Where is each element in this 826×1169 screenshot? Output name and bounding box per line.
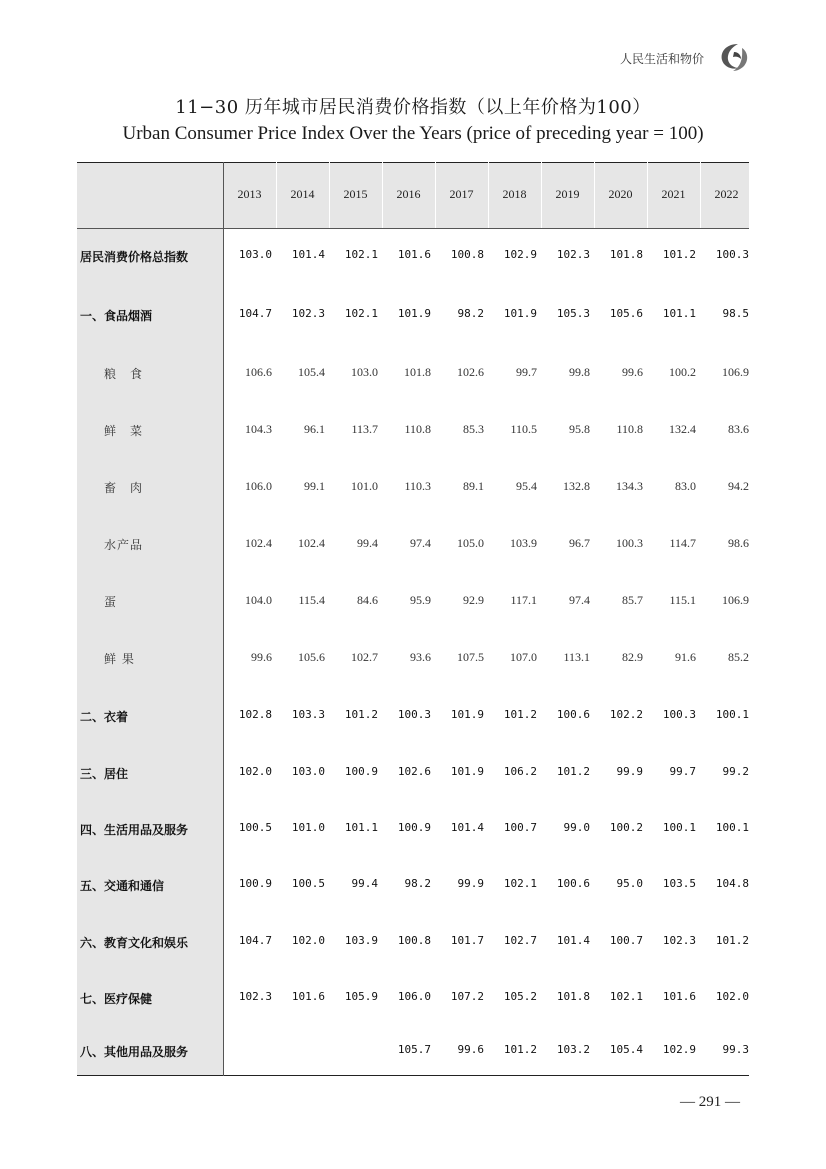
value-cell: 102.9 (662, 1043, 696, 1056)
value-cell: 103.2 (556, 1043, 590, 1056)
value-cell: 99.6 (622, 365, 643, 379)
value-cell: 98.6 (728, 536, 749, 550)
value-cell: 106.6 (245, 365, 272, 379)
value-cell: 95.0 (616, 877, 643, 890)
value-cell: 132.4 (669, 422, 696, 436)
value-cell: 102.3 (556, 248, 590, 261)
table-row (77, 536, 749, 556)
value-cell: 99.7 (516, 365, 537, 379)
value-cell: 99.4 (351, 877, 378, 890)
value-cell: 115.4 (298, 593, 325, 607)
value-cell: 102.2 (609, 708, 643, 721)
value-cell: 105.0 (457, 536, 484, 550)
value-cell: 113.1 (563, 650, 590, 664)
table-row (77, 365, 749, 385)
value-cell: 103.0 (291, 765, 325, 778)
row-label: 粮 食 (104, 367, 144, 381)
value-cell: 106.0 (397, 990, 431, 1003)
value-cell: 101.8 (556, 990, 590, 1003)
value-cell: 101.2 (503, 708, 537, 721)
value-cell: 104.3 (245, 422, 272, 436)
value-cell: 101.1 (662, 307, 696, 320)
value-cell: 102.0 (715, 990, 749, 1003)
row-label: 蛋 (104, 595, 118, 609)
table-row (77, 479, 749, 499)
row-label: 三、居住 (80, 767, 129, 781)
value-cell: 100.9 (397, 821, 431, 834)
row-label: 四、生活用品及服务 (80, 823, 189, 837)
value-cell: 101.4 (556, 934, 590, 947)
year-header: 2019 (555, 187, 580, 201)
value-cell: 97.4 (569, 593, 590, 607)
table-row (77, 765, 749, 785)
value-cell: 101.6 (397, 248, 431, 261)
value-cell: 104.8 (715, 877, 749, 890)
table-bottom-rule (77, 1075, 749, 1076)
value-cell: 96.1 (304, 422, 325, 436)
value-cell: 102.9 (503, 248, 537, 261)
row-label: 五、交通和通信 (80, 879, 165, 893)
running-header (620, 40, 760, 76)
value-cell: 102.6 (457, 365, 484, 379)
value-cell: 105.9 (344, 990, 378, 1003)
row-label: 畜 肉 (104, 481, 144, 495)
value-cell: 89.1 (463, 479, 484, 493)
value-cell: 101.9 (397, 307, 431, 320)
value-cell: 134.3 (616, 479, 643, 493)
value-cell: 101.9 (450, 765, 484, 778)
value-cell: 91.6 (675, 650, 696, 664)
value-cell: 99.8 (569, 365, 590, 379)
row-label: 鲜 果 (104, 652, 135, 666)
value-cell: 93.6 (410, 650, 431, 664)
value-cell: 82.9 (622, 650, 643, 664)
value-cell: 100.8 (397, 934, 431, 947)
value-cell: 102.1 (503, 877, 537, 890)
value-cell: 100.3 (715, 248, 749, 261)
year-header: 2018 (502, 187, 527, 201)
value-cell: 100.3 (662, 708, 696, 721)
table-row (77, 1043, 749, 1063)
value-cell: 105.6 (609, 307, 643, 320)
value-cell: 102.4 (298, 536, 325, 550)
year-header: 2017 (449, 187, 474, 201)
value-cell: 99.7 (669, 765, 696, 778)
table-row (77, 877, 749, 897)
value-cell: 107.2 (450, 990, 484, 1003)
year-header: 2021 (661, 187, 686, 201)
table-row (77, 593, 749, 613)
value-cell: 100.7 (503, 821, 537, 834)
value-cell: 103.9 (510, 536, 537, 550)
value-cell: 101.2 (344, 708, 378, 721)
row-label: 鲜 菜 (104, 424, 144, 438)
table-row (77, 934, 749, 954)
value-cell: 110.5 (510, 422, 537, 436)
value-cell: 102.3 (238, 990, 272, 1003)
value-cell: 114.7 (669, 536, 696, 550)
value-cell: 99.9 (457, 877, 484, 890)
value-cell: 106.2 (503, 765, 537, 778)
value-cell: 101.2 (715, 934, 749, 947)
value-cell: 99.2 (722, 765, 749, 778)
value-cell: 95.9 (410, 593, 431, 607)
value-cell: 103.0 (238, 248, 272, 261)
value-cell: 100.7 (609, 934, 643, 947)
row-label: 六、教育文化和娱乐 (80, 936, 189, 950)
value-cell: 101.9 (503, 307, 537, 320)
value-cell: 101.1 (344, 821, 378, 834)
value-cell: 102.1 (344, 248, 378, 261)
section-title: 人民生活和物价 (620, 52, 705, 66)
value-cell: 102.6 (397, 765, 431, 778)
year-header: 2015 (343, 187, 368, 201)
table-title-cn: 11−30 历年城市居民消费价格指数（以上年价格为100） (175, 97, 651, 118)
value-cell: 101.9 (450, 708, 484, 721)
value-cell: 100.5 (238, 821, 272, 834)
table-row (77, 821, 749, 841)
value-cell: 101.4 (291, 248, 325, 261)
value-cell: 101.0 (291, 821, 325, 834)
table-title-en: Urban Consumer Price Index Over the Years (price of preceding year = 100) (122, 123, 704, 144)
value-cell: 103.9 (344, 934, 378, 947)
value-cell: 85.3 (463, 422, 484, 436)
value-cell: 95.8 (569, 422, 590, 436)
section-logo-icon (716, 40, 752, 74)
value-cell: 100.6 (556, 708, 590, 721)
value-cell: 101.6 (662, 990, 696, 1003)
value-cell: 132.8 (563, 479, 590, 493)
value-cell: 101.6 (291, 990, 325, 1003)
value-cell: 95.4 (516, 479, 537, 493)
value-cell: 98.2 (404, 877, 431, 890)
row-label: 一、食品烟酒 (80, 309, 153, 323)
value-cell: 104.7 (238, 307, 272, 320)
value-cell: 83.6 (728, 422, 749, 436)
value-cell: 84.6 (357, 593, 378, 607)
value-cell: 83.0 (675, 479, 696, 493)
cpi-table (77, 162, 749, 1077)
value-cell: 97.4 (410, 536, 431, 550)
value-cell: 110.8 (616, 422, 643, 436)
year-header: 2022 (714, 187, 739, 201)
value-cell: 99.9 (616, 765, 643, 778)
value-cell: 115.1 (669, 593, 696, 607)
value-cell: 101.8 (404, 365, 431, 379)
value-cell: 105.2 (503, 990, 537, 1003)
value-cell: 100.2 (609, 821, 643, 834)
value-cell: 99.3 (722, 1043, 749, 1056)
value-cell: 100.1 (662, 821, 696, 834)
value-cell: 100.1 (715, 821, 749, 834)
table-row (77, 307, 749, 327)
value-cell: 100.9 (344, 765, 378, 778)
value-cell: 102.7 (503, 934, 537, 947)
value-cell: 104.7 (238, 934, 272, 947)
value-cell: 102.1 (609, 990, 643, 1003)
value-cell: 102.0 (238, 765, 272, 778)
value-cell: 105.4 (609, 1043, 643, 1056)
value-cell: 102.3 (662, 934, 696, 947)
value-cell: 100.3 (397, 708, 431, 721)
value-cell: 103.0 (351, 365, 378, 379)
table-header-rule (77, 228, 749, 229)
table-row (77, 990, 749, 1010)
value-cell: 105.6 (298, 650, 325, 664)
value-cell: 96.7 (569, 536, 590, 550)
value-cell: 105.3 (556, 307, 590, 320)
value-cell: 98.2 (457, 307, 484, 320)
value-cell: 106.0 (245, 479, 272, 493)
year-header: 2014 (290, 187, 315, 201)
value-cell: 102.8 (238, 708, 272, 721)
value-cell: 100.3 (616, 536, 643, 550)
row-label: 居民消费价格总指数 (80, 250, 189, 264)
value-cell: 102.3 (291, 307, 325, 320)
value-cell: 106.9 (722, 593, 749, 607)
year-header: 2013 (237, 187, 262, 201)
value-cell: 100.5 (291, 877, 325, 890)
value-cell: 99.4 (357, 536, 378, 550)
value-cell: 100.1 (715, 708, 749, 721)
value-cell: 99.6 (457, 1043, 484, 1056)
value-cell: 110.8 (404, 422, 431, 436)
value-cell: 117.1 (510, 593, 537, 607)
value-cell: 102.7 (351, 650, 378, 664)
table-row (77, 248, 749, 268)
value-cell: 103.3 (291, 708, 325, 721)
value-cell: 113.7 (351, 422, 378, 436)
value-cell: 98.5 (722, 307, 749, 320)
value-cell: 105.7 (397, 1043, 431, 1056)
value-cell: 101.2 (662, 248, 696, 261)
value-cell: 100.8 (450, 248, 484, 261)
value-cell: 100.2 (669, 365, 696, 379)
value-cell: 102.4 (245, 536, 272, 550)
value-cell: 101.2 (503, 1043, 537, 1056)
value-cell: 100.9 (238, 877, 272, 890)
value-cell: 85.2 (728, 650, 749, 664)
table-row (77, 422, 749, 442)
value-cell: 103.5 (662, 877, 696, 890)
value-cell: 105.4 (298, 365, 325, 379)
value-cell: 99.1 (304, 479, 325, 493)
value-cell: 107.0 (510, 650, 537, 664)
year-header: 2016 (396, 187, 421, 201)
value-cell: 104.0 (245, 593, 272, 607)
value-cell: 101.7 (450, 934, 484, 947)
year-header: 2020 (608, 187, 633, 201)
row-label: 二、衣着 (80, 710, 129, 724)
value-cell: 94.2 (728, 479, 749, 493)
page-number: — 291 — (680, 1094, 740, 1110)
value-cell: 101.0 (351, 479, 378, 493)
value-cell: 110.3 (404, 479, 431, 493)
value-cell: 85.7 (622, 593, 643, 607)
value-cell: 102.1 (344, 307, 378, 320)
value-cell: 99.6 (251, 650, 272, 664)
value-cell: 102.0 (291, 934, 325, 947)
row-label: 水产品 (104, 538, 144, 552)
value-cell: 100.6 (556, 877, 590, 890)
table-row (77, 650, 749, 670)
value-cell: 107.5 (457, 650, 484, 664)
table-row (77, 708, 749, 728)
value-cell: 101.2 (556, 765, 590, 778)
row-label: 七、医疗保健 (80, 992, 153, 1006)
value-cell: 92.9 (463, 593, 484, 607)
value-cell: 101.8 (609, 248, 643, 261)
row-label: 八、其他用品及服务 (80, 1045, 189, 1059)
value-cell: 101.4 (450, 821, 484, 834)
value-cell: 99.0 (563, 821, 590, 834)
value-cell: 106.9 (722, 365, 749, 379)
table-top-rule (77, 162, 749, 163)
